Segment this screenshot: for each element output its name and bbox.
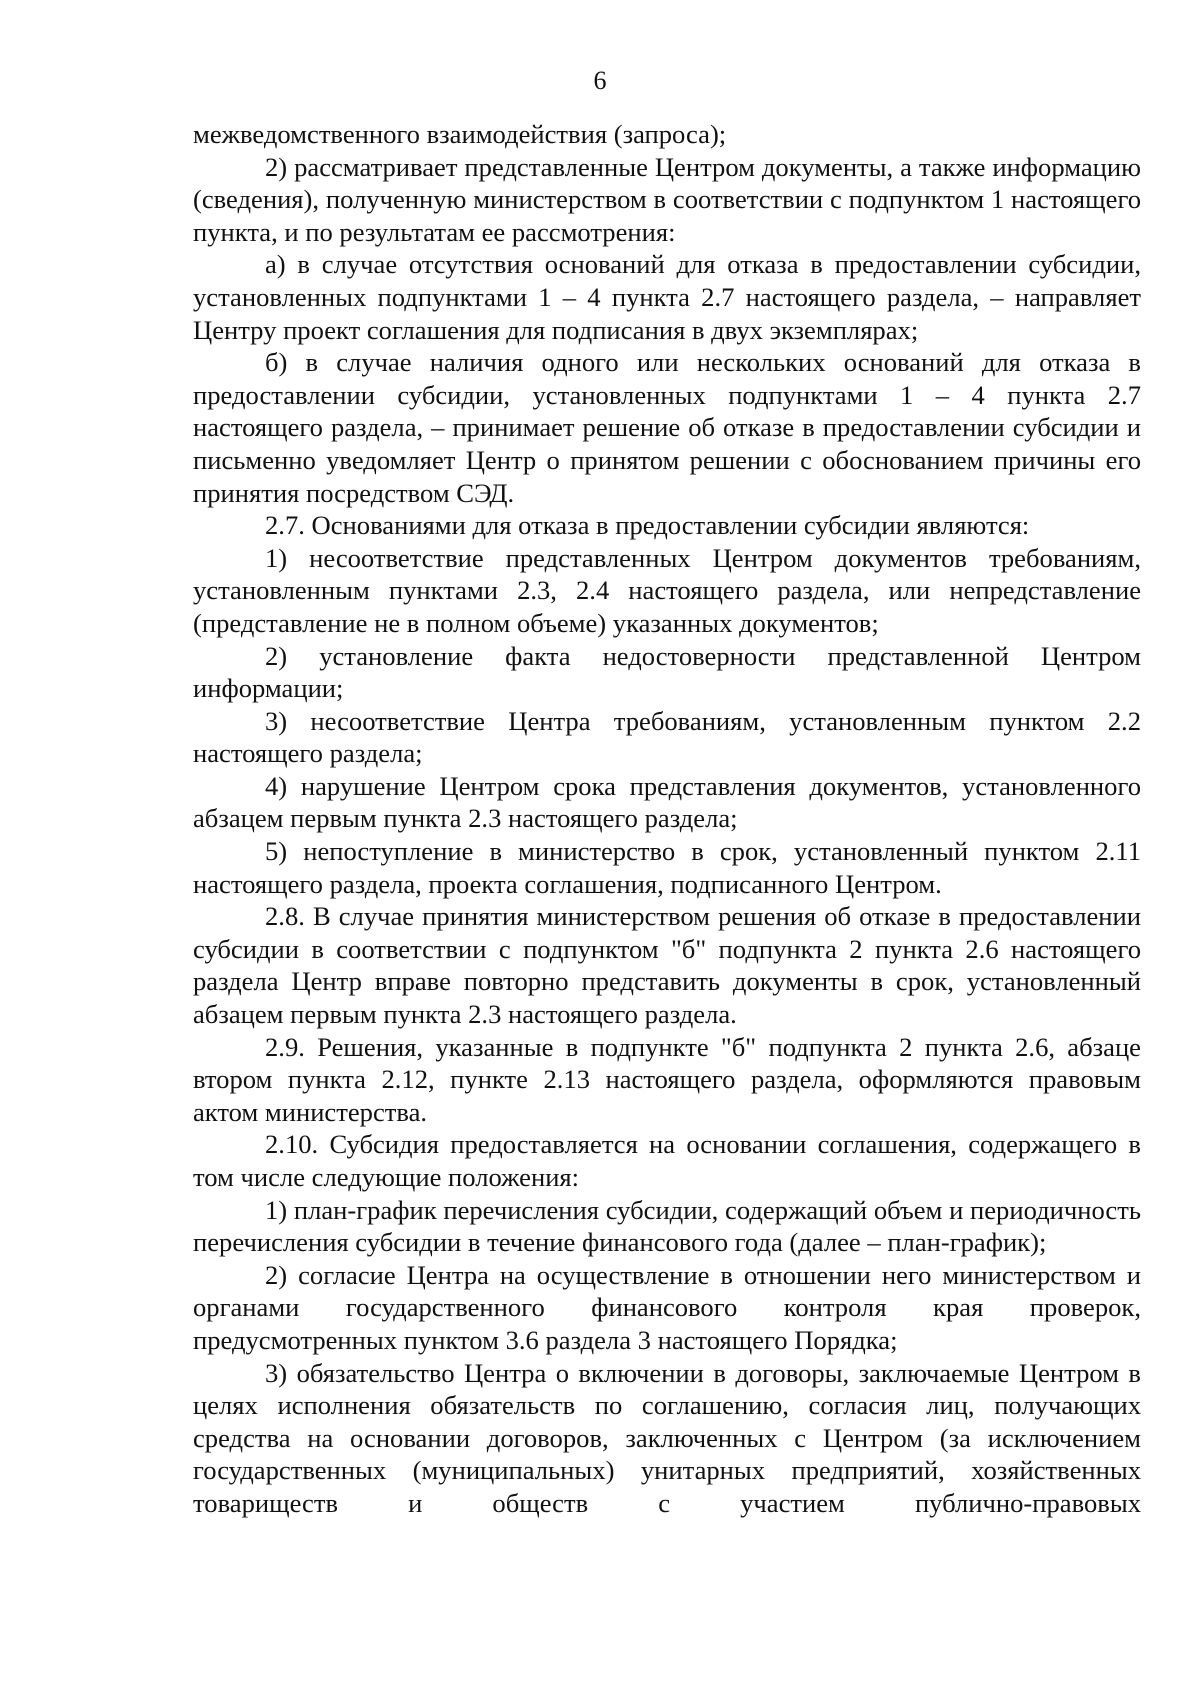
paragraph: 2.8. В случае принятия министерством решения об отказе в предоставлении субсидии в соответствии с подпунктом "б" подпункта 2 пункта 2.6 настоящего раздела Центр вправе повторно представить документы в срок, установленный абзацем первым пункта 2.3 настоящего раздела.	[193, 901, 1141, 1030]
paragraph-clause-heading: 2.7. Основаниями для отказа в предоставлении субсидии являются:	[265, 510, 1030, 541]
paragraph-continues-next-page: 3) обязательство Центра о включении в договоры, заключаемые Центром в целях исполнения обязательств по соглашению, согласия лиц, получающих средства на основании договоров, заключенных с Центром (за исключением государственных (муниципальных) унитарных предприятий, хозяйственных товариществ и обществ с участием публично-правовых	[193, 1357, 1141, 1518]
paragraph: 1) план-график перечисления субсидии, содержащий объем и периодичность перечисления субсидии в течение финансового года (далее – план-график);	[193, 1194, 1141, 1258]
paragraph-continuation: межведомственного взаимодействия (запроса);	[193, 119, 727, 149]
paragraph: б) в случае наличия одного или нескольких оснований для отказа в предоставлении субсидии, установленных подпунктами 1 – 4 пункта 2.7 настоящего раздела, – принимает решение об отказе в предоставлении субсидии и письменно уведомляет Центр о принятом решении с обоснованием причины его принятия посредством СЭД.	[193, 347, 1141, 508]
paragraph: а) в случае отсутствия оснований для отказа в предоставлении субсидии, установленных подпунктами 1 – 4 пункта 2.7 настоящего раздела, – направляет Центру проект соглашения для подписания в двух экземплярах;	[193, 249, 1141, 345]
paragraph: 2.10. Субсидия предоставляется на основании соглашения, содержащего в том числе следующие положения:	[193, 1129, 1141, 1192]
paragraph: 3) несоответствие Центра требованиям, установленным пунктом 2.2 настоящего раздела;	[193, 705, 1141, 769]
paragraph: 1) несоответствие представленных Центром документов требованиям, установленным пунктами 2.3, 2.4 настоящего раздела, или непредставление (представление не в полном объеме) указанных документов;	[193, 542, 1141, 638]
document-body	[193, 118, 1141, 1520]
page-number: 6	[593, 66, 607, 95]
paragraph: 4) нарушение Центром срока представления документов, установленного абзацем первым пункта 2.3 настоящего раздела;	[193, 770, 1141, 834]
paragraph: 2) рассматривает представленные Центром документы, а также информацию (сведения), полученную министерством в соответствии с подпунктом 1 настоящего пункта, и по результатам ее рассмотрения:	[193, 151, 1141, 247]
paragraph: 5) непоступление в министерство в срок, установленный пунктом 2.11 настоящего раздела, проекта соглашения, подписанного Центром.	[193, 836, 1141, 899]
paragraph: 2) установление факта недостоверности представленной Центром информации;	[193, 640, 1141, 704]
paragraph: 2) согласие Центра на осуществление в отношении него министерством и органами государственного финансового контроля края проверок, предусмотренных пунктом 3.6 раздела 3 настоящего Порядка;	[193, 1259, 1141, 1355]
paragraph: 2.9. Решения, указанные в подпункте "б" подпункта 2 пункта 2.6, абзаце втором пункта 2.12, пункте 2.13 настоящего раздела, оформляются правовым актом министерства.	[193, 1031, 1141, 1127]
